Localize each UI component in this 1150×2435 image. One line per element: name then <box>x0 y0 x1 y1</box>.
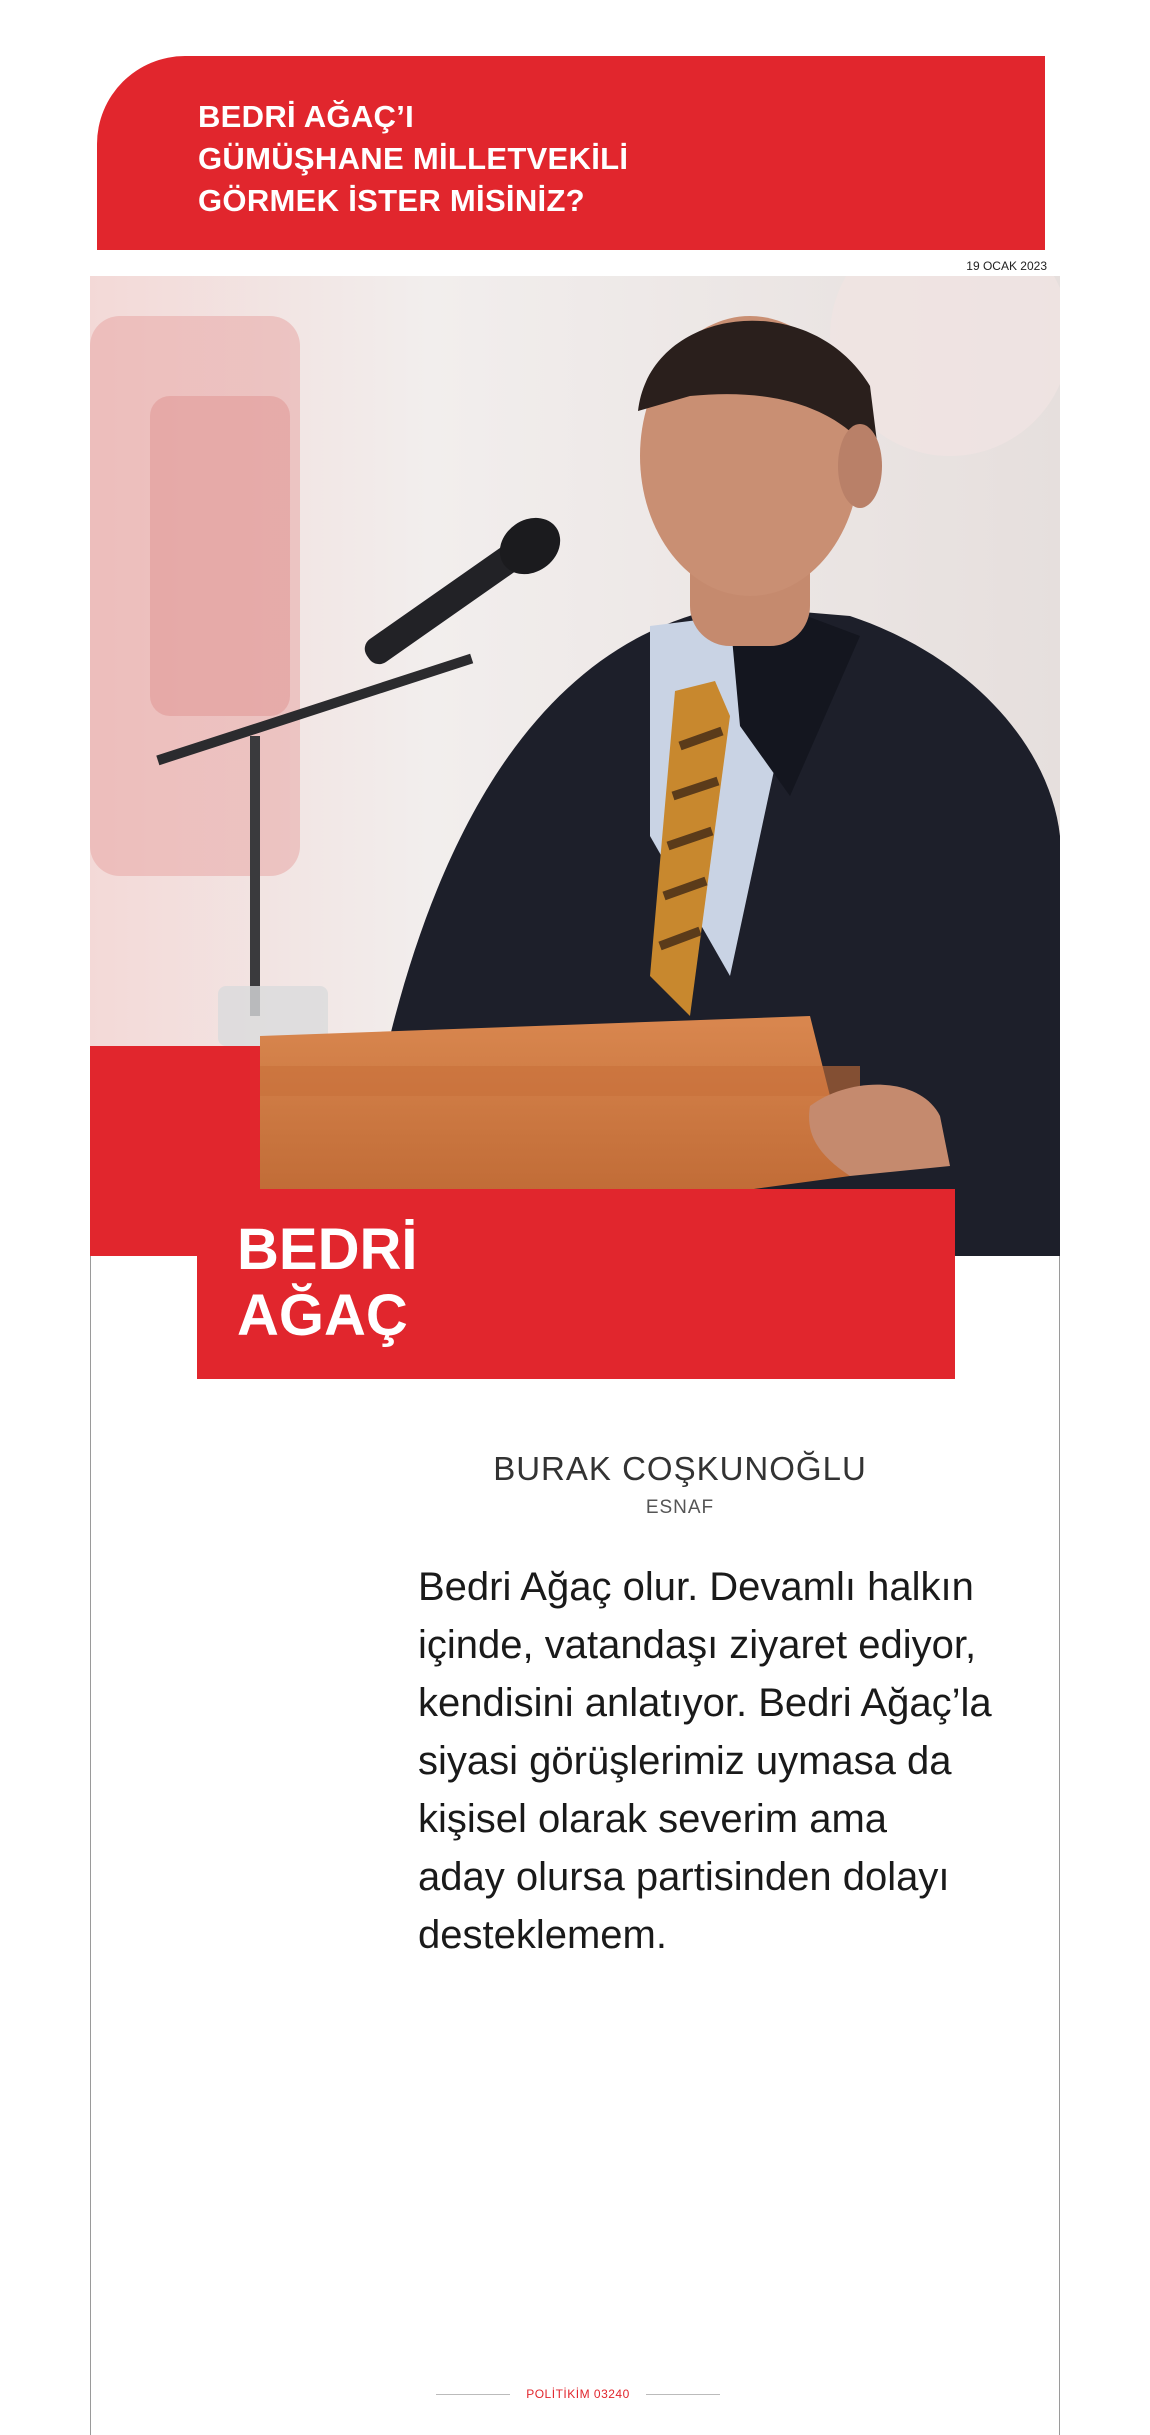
publish-date: 19 OCAK 2023 <box>966 259 1047 273</box>
footer-divider-right <box>646 2394 720 2395</box>
quote-line: siyasi görüşlerimiz uymasa da <box>418 1739 952 1783</box>
speaker-photo <box>90 276 1060 1256</box>
quote-line: içinde, vatandaşı ziyaret ediyor, <box>418 1623 977 1667</box>
subject-name-box <box>197 1189 955 1379</box>
headline <box>198 96 628 222</box>
quote-line: Bedri Ağaç olur. Devamlı halkın <box>418 1565 974 1609</box>
headline-line: GÜMÜŞHANE MİLLETVEKİLİ <box>198 141 629 176</box>
subject-name-line: BEDRİ <box>237 1217 418 1282</box>
quote-line: kişisel olarak severim ama <box>418 1797 888 1841</box>
quote-text <box>418 1558 998 1964</box>
quote-line: desteklemem. <box>418 1913 667 1957</box>
headline-line: GÖRMEK İSTER MİSİNİZ? <box>198 183 585 218</box>
footer-page-label: POLİTİKİM 03240 <box>526 2387 630 2401</box>
subject-name <box>237 1217 417 1349</box>
author-name: BURAK COŞKUNOĞLU <box>493 1450 867 1487</box>
headline-line: BEDRİ AĞAÇ’I <box>198 99 415 134</box>
footer <box>436 2384 720 2404</box>
header-banner <box>97 56 1045 250</box>
author-role: ESNAF <box>645 1497 715 1518</box>
speaker-illustration <box>90 276 1060 1256</box>
quote-line: kendisini anlatıyor. Bedri Ağaç’la <box>418 1681 992 1725</box>
quote-line: aday olursa partisinden dolayı <box>418 1855 950 1899</box>
subject-name-line: AĞAÇ <box>237 1283 408 1348</box>
footer-divider-left <box>436 2394 510 2395</box>
